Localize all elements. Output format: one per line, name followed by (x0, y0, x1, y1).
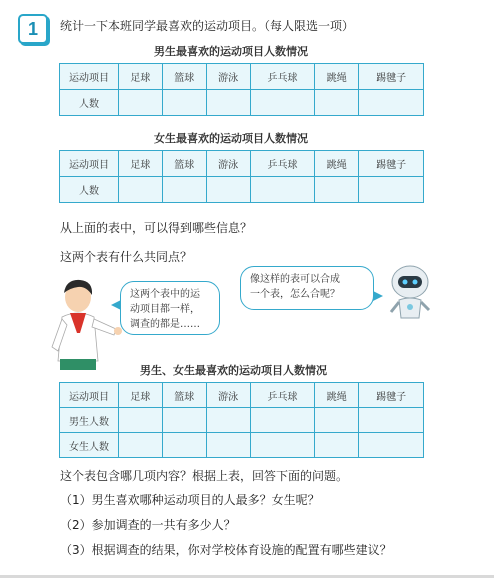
table-header-cell: 乒乓球 (250, 64, 315, 90)
girls-table-title: 女生最喜欢的运动项目人数情况 (154, 132, 308, 145)
table-cell[interactable] (206, 90, 250, 116)
table-cell[interactable] (315, 408, 359, 433)
table-header-cell: 足球 (119, 383, 163, 408)
problem-number-badge: 1 (18, 14, 48, 44)
boy-bubble-line: 动项目都一样， (130, 304, 200, 315)
table-cell[interactable] (359, 433, 424, 458)
robot-speech-bubble (240, 266, 374, 310)
table-header-cell: 游泳 (206, 64, 250, 90)
table-cell[interactable] (162, 177, 206, 203)
question-info: 从上面的表中，可以得到哪些信息？ (60, 221, 253, 235)
combined-table (59, 382, 424, 458)
combined-table-title: 男生、女生最喜欢的运动项目人数情况 (140, 364, 327, 377)
boy-illustration (40, 275, 125, 370)
table-cell[interactable] (250, 408, 315, 433)
boy-speech-bubble (120, 281, 220, 335)
table-header-cell: 足球 (119, 151, 163, 177)
table-cell[interactable] (119, 433, 163, 458)
table-cell[interactable] (206, 408, 250, 433)
table-cell[interactable] (162, 408, 206, 433)
table-cell[interactable] (250, 90, 315, 116)
table-row-label: 男生人数 (60, 408, 119, 433)
table-cell[interactable] (359, 90, 424, 116)
robot-bubble-line: 像这样的表可以合成 (250, 274, 340, 285)
table-header-cell: 踢毽子 (359, 64, 424, 90)
table-cell[interactable] (206, 177, 250, 203)
table-header-cell: 游泳 (206, 151, 250, 177)
table-header-cell: 跳绳 (315, 64, 359, 90)
table-cell[interactable] (359, 177, 424, 203)
table-cell[interactable] (250, 177, 315, 203)
robot-bubble-line: 一个表，怎么合呢？ (250, 289, 340, 300)
table-header-cell: 踢毽子 (359, 151, 424, 177)
table-cell[interactable] (315, 90, 359, 116)
robot-illustration (385, 262, 435, 322)
table-header-cell: 运动项目 (60, 383, 119, 408)
table-cell[interactable] (359, 408, 424, 433)
table-cell[interactable] (119, 177, 163, 203)
sub-question-3: （3）根据调查的结果，你对学校体育设施的配置有哪些建议？ (60, 543, 392, 557)
table-cell[interactable] (119, 408, 163, 433)
boys-table-title: 男生最喜欢的运动项目人数情况 (154, 45, 308, 58)
girls-table (59, 150, 424, 203)
question-common: 这两个表有什么共同点？ (60, 250, 193, 264)
table-header-cell: 踢毽子 (359, 383, 424, 408)
table-header-cell: 跳绳 (315, 151, 359, 177)
table-header-cell: 跳绳 (315, 383, 359, 408)
sub-question-1: （1）男生喜欢哪种运动项目的人最多？女生呢？ (60, 493, 320, 507)
table-header-cell: 篮球 (162, 151, 206, 177)
table-header-cell: 运动项目 (60, 151, 119, 177)
table-header-cell: 乒乓球 (250, 151, 315, 177)
table-header-cell: 运动项目 (60, 64, 119, 90)
table-row-label: 人数 (60, 90, 119, 116)
table-header-cell: 足球 (119, 64, 163, 90)
table-cell[interactable] (315, 433, 359, 458)
table-cell[interactable] (250, 433, 315, 458)
instruction-text: 统计一下本班同学最喜欢的运动项目。（每人限选一项） (60, 19, 355, 33)
boy-bubble-line: 这两个表中的运 (130, 289, 200, 300)
table-row-label: 人数 (60, 177, 119, 203)
question-contents: 这个表包含哪几项内容？根据上表，回答下面的问题。 (60, 469, 349, 483)
table-header-cell: 篮球 (162, 383, 206, 408)
table-cell[interactable] (206, 433, 250, 458)
table-cell[interactable] (162, 433, 206, 458)
table-header-cell: 篮球 (162, 64, 206, 90)
table-cell[interactable] (162, 90, 206, 116)
table-cell[interactable] (119, 90, 163, 116)
table-cell[interactable] (315, 177, 359, 203)
table-header-cell: 乒乓球 (250, 383, 315, 408)
sub-question-2: （2）参加调查的一共有多少人？ (60, 518, 236, 532)
boy-bubble-line: 调查的都是…… (130, 319, 200, 330)
table-header-cell: 游泳 (206, 383, 250, 408)
boys-table (59, 63, 424, 116)
table-row-label: 女生人数 (60, 433, 119, 458)
